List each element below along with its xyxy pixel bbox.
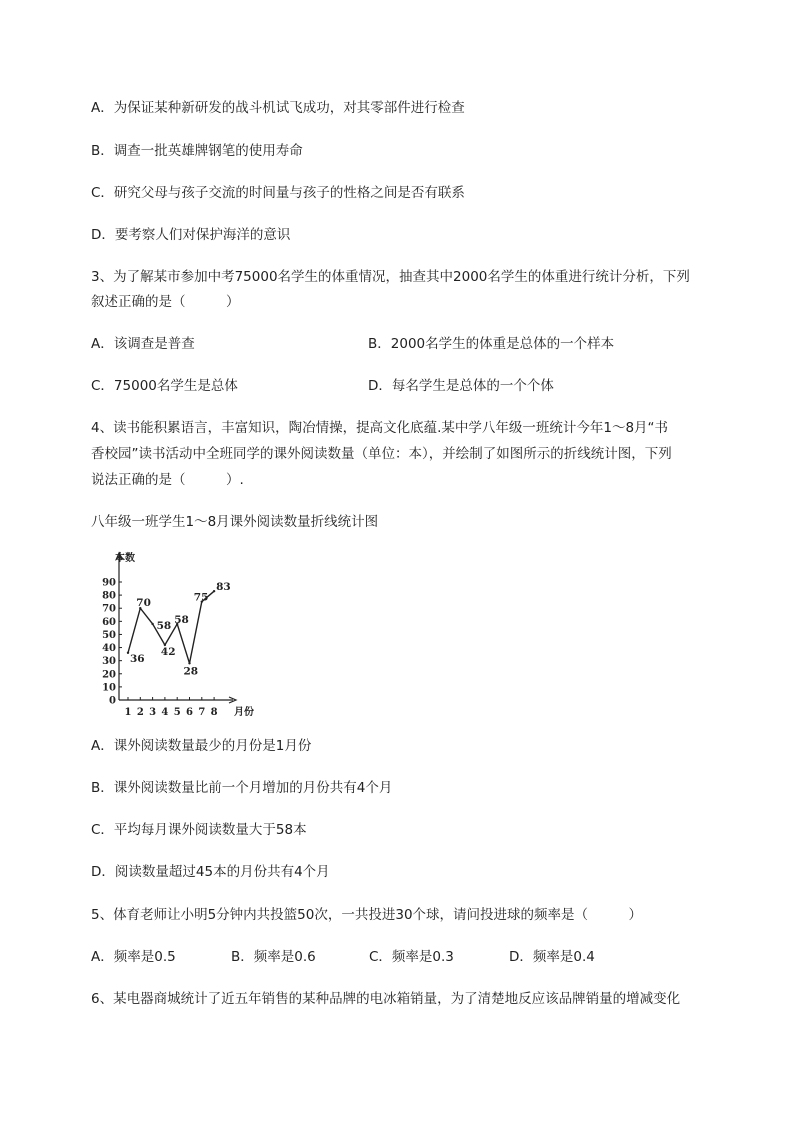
y-tick-label: 30 [102,656,116,668]
line-chart [88,548,268,720]
q3-option-b: B．2000名学生的体重是总体的一个样本 [368,336,615,352]
q5-option-c: C．频率是0.3 [369,949,454,965]
q2-option-a: A．为保证某种新研发的战斗机试飞成功，对其零部件进行检查 [91,100,465,116]
y-tick-label: 0 [109,695,116,707]
q6-stem: 6、某电器商城统计了近五年销售的某种品牌的电冰箱销量，为了清楚地反应该品牌销量的增减变化 [91,991,681,1007]
y-tick-label: 50 [102,629,116,641]
x-tick-label: 4 [161,707,169,718]
q4-option-c: C．平均每月课外阅读数量大于58本 [91,822,307,838]
y-tick-label: 20 [102,669,116,681]
q5-option-b: B．频率是0.6 [231,949,316,965]
q4-stem-line2: 香校园”读书活动中全班同学的课外阅读数量（单位：本），并绘制了如图所示的折线统计图，下列 [91,446,672,462]
q2-option-c: C．研究父母与孩子交流的时间量与孩子的性格之间是否有联系 [91,185,465,201]
q5-option-a: A．频率是0.5 [91,949,176,965]
data-label: 42 [160,645,176,658]
x-tick-label: 6 [186,707,193,718]
q2-option-d: D．要考察人们对保护海洋的意识 [91,227,291,243]
data-point [151,623,153,625]
data-point [188,662,190,664]
y-tick-label: 70 [102,603,116,615]
x-tick-label: 8 [210,707,218,718]
q4-option-d: D．阅读数量超过45本的月份共有4个月 [91,864,330,880]
q4-stem-line3: 说法正确的是（ ）. [91,472,244,488]
q4-chart-caption: 八年级一班学生1～8月课外阅读数量折线统计图 [91,514,379,530]
q4-option-b: B．课外阅读数量比前一个月增加的月份共有4个月 [91,780,393,796]
data-label: 70 [136,597,151,610]
data-point [127,652,129,654]
q2-option-b: B．调查一批英雄牌钢笔的使用寿命 [91,143,303,159]
x-tick-label: 5 [173,707,181,718]
x-axis-label: 月份 [234,707,254,718]
q3-stem-line2: 叙述正确的是（ ） [91,294,240,310]
q4-stem-line1: 4、读书能积累语言，丰富知识，陶冶情操，提高文化底蕴.某中学八年级一班统计今年1～8月“书 [91,420,669,436]
x-tick-label: 1 [124,707,132,718]
data-label: 36 [130,652,145,665]
y-tick-label: 90 [102,577,116,589]
y-tick-label: 80 [102,590,116,602]
y-tick-label: 10 [102,682,116,694]
x-tick-label: 2 [136,707,144,718]
x-tick-label: 7 [198,707,206,718]
y-tick-label: 60 [102,616,116,628]
q3-option-c: C．75000名学生是总体 [91,378,238,394]
data-label: 83 [216,581,231,594]
data-label: 75 [193,591,209,604]
q3-stem-line1: 3、为了解某市参加中考75000名学生的体重情况，抽查其中2000名学生的体重进行统计分析，下列 [91,269,690,285]
q3-option-a: A．该调查是普查 [91,336,195,352]
data-point [213,590,215,592]
q4-option-a: A．课外阅读数量最少的月份是1月份 [91,738,312,754]
data-label: 28 [183,665,199,678]
x-tick-label: 3 [149,707,157,718]
q5-stem: 5、体育老师让小明5分钟内共投篮50次，一共投进30个球，请问投进球的频率是（ ） [91,907,643,923]
data-label: 58 [156,619,172,632]
q3-option-d: D．每名学生是总体的一个个体 [368,378,554,394]
q5-option-d: D．频率是0.4 [509,949,595,965]
y-axis-label: 本数 [115,553,135,564]
data-label: 58 [174,613,189,626]
y-tick-label: 40 [102,643,116,655]
